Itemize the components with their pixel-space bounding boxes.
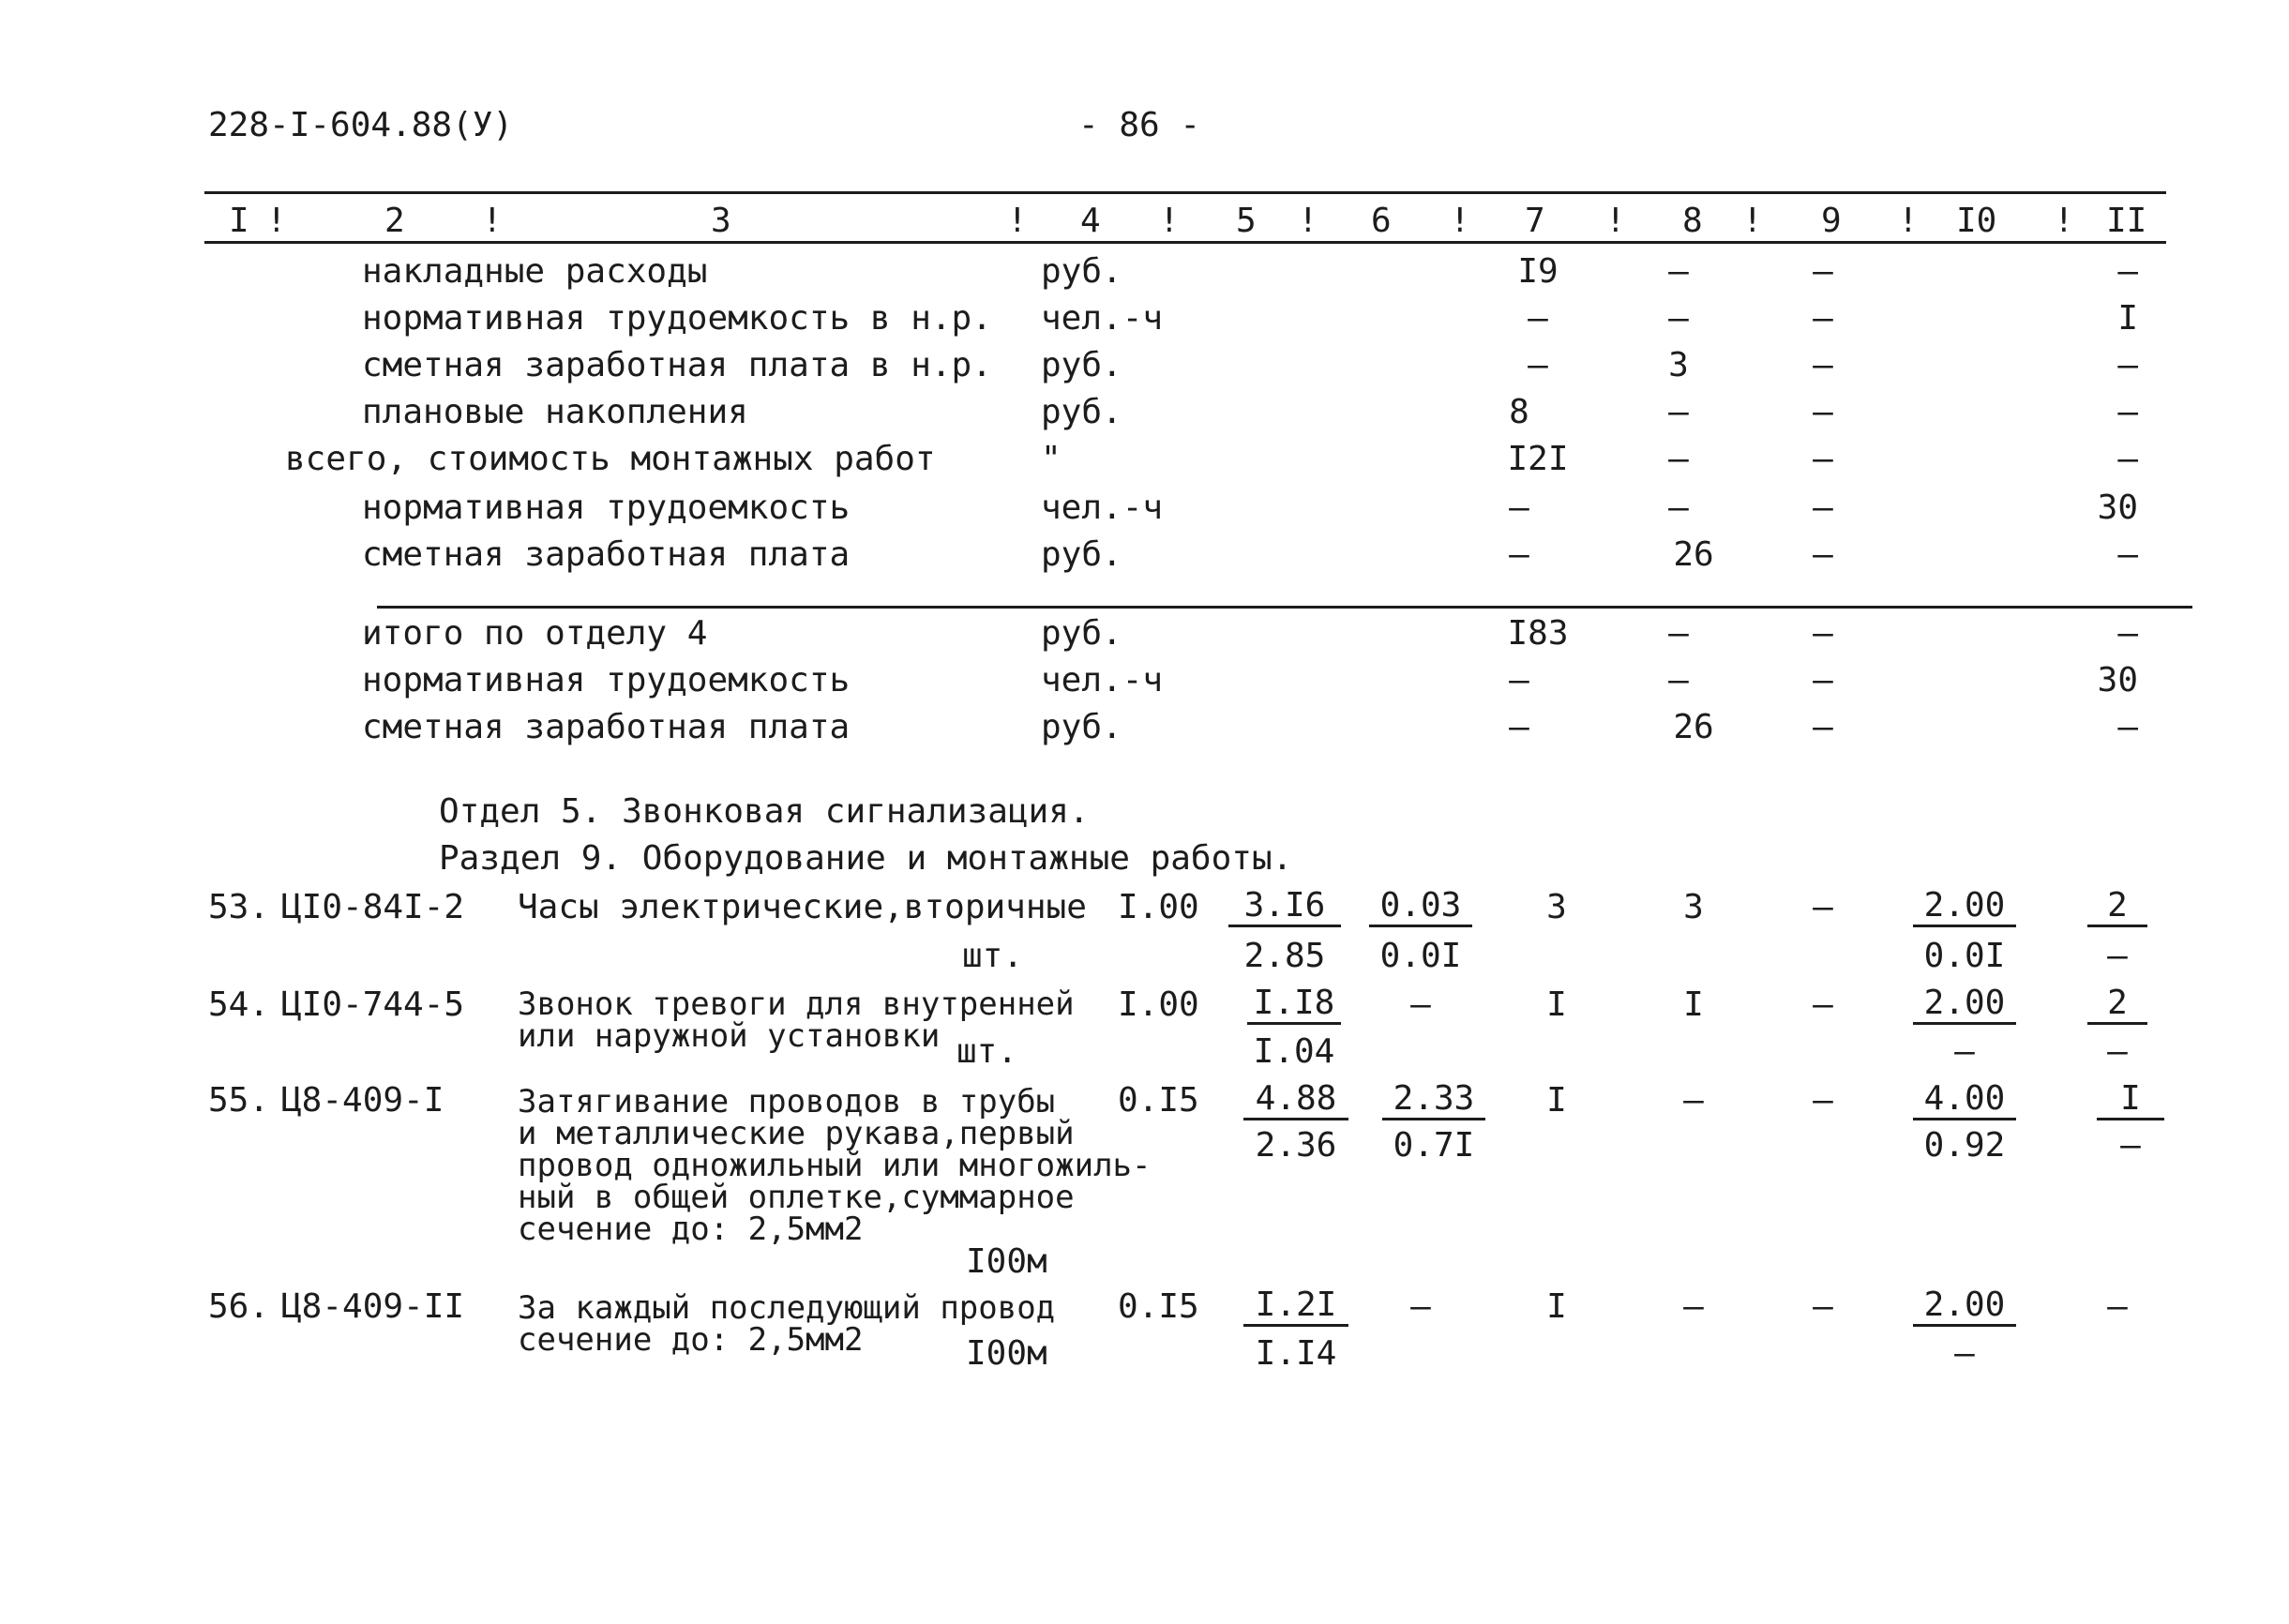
cell-col11-top: 2 [2087, 985, 2147, 1025]
col-sep: ! [266, 202, 287, 240]
cell-col8: – [1668, 489, 1689, 527]
col-header-11: II [2106, 202, 2147, 240]
cell-col7: 8 [1509, 393, 1529, 431]
cell-col7: – [1509, 535, 1529, 574]
row-label: сметная заработная плата в н.р. [362, 346, 992, 384]
section-razdel-title: Раздел 9. Оборудование и монтажные работы. [439, 839, 1293, 878]
header-bottom-rule [204, 241, 2166, 244]
cell-col7: I83 [1507, 614, 1569, 653]
cell-col7: I [1546, 1287, 1567, 1326]
cell-col10-top: 4.00 [1913, 1080, 2016, 1120]
item-description-line: ный в общей оплетке,суммарное [518, 1179, 1075, 1216]
header-top-rule [204, 191, 2166, 194]
cell-col5-bottom: 2.85 [1243, 937, 1326, 975]
cell-col9: – [1813, 1081, 1833, 1120]
cell-col8: – [1668, 440, 1689, 478]
cell-col11: I [2117, 299, 2138, 338]
col-header-8: 8 [1682, 202, 1703, 240]
col-header-10: I0 [1956, 202, 1997, 240]
cell-col11: 30 [2097, 661, 2138, 699]
item-unit: шт. [962, 937, 1024, 975]
cell-col9: – [1813, 1287, 1833, 1326]
cell-col7: I2I [1507, 440, 1569, 478]
cell-col11-bottom: – [2107, 937, 2128, 975]
item-quantity: I.00 [1118, 888, 1199, 926]
cell-col10-top: 2.00 [1913, 985, 2016, 1025]
item-code: ЦI0-744-5 [281, 985, 465, 1024]
item-description-line: или наружной установки [518, 1017, 941, 1055]
row-label: нормативная трудоемкость [362, 489, 851, 527]
cell-col7: I [1546, 985, 1567, 1024]
cell-col11: – [2117, 346, 2138, 384]
cell-col6-top: 0.03 [1369, 887, 1472, 927]
cell-col9: – [1813, 708, 1833, 746]
cell-col11-bottom: – [2107, 1032, 2128, 1071]
cell-col7: I [1546, 1081, 1567, 1120]
cell-col8: – [1668, 252, 1689, 291]
subtotal-rule [377, 606, 2192, 609]
row-label: плановые накопления [362, 393, 748, 431]
row-unit: руб. [1041, 614, 1122, 653]
cell-col6-top: 2.33 [1382, 1080, 1485, 1120]
cell-col11: – [2117, 393, 2138, 431]
col-header-7: 7 [1525, 202, 1545, 240]
row-unit: руб. [1041, 393, 1122, 431]
item-quantity: 0.I5 [1118, 1287, 1199, 1326]
item-number: 53. [208, 888, 270, 926]
cell-col7: – [1509, 708, 1529, 746]
cell-col7: I9 [1517, 252, 1559, 291]
col-header-4: 4 [1080, 202, 1101, 240]
row-label: сметная заработная плата [362, 708, 851, 746]
row-label: итого по отделу 4 [362, 614, 708, 653]
item-number: 56. [208, 1287, 270, 1326]
row-unit: руб. [1041, 252, 1122, 291]
cell-col11: – [2117, 614, 2138, 653]
item-description-line: сечение до: 2,5мм2 [518, 1210, 864, 1248]
cell-col9: – [1813, 489, 1833, 527]
item-unit: шт. [956, 1032, 1018, 1071]
row-unit: руб. [1041, 535, 1122, 574]
row-unit: руб. [1041, 708, 1122, 746]
col-header-3: 3 [711, 202, 731, 240]
cell-col9: – [1813, 985, 1833, 1024]
row-label: накладные расходы [362, 252, 708, 291]
row-label: всего, стоимость монтажных работ [285, 440, 936, 478]
cell-col10-top: 2.00 [1913, 1286, 2016, 1327]
page-number: - 86 - [1078, 106, 1201, 144]
cell-col7: – [1509, 489, 1529, 527]
col-header-5: 5 [1236, 202, 1257, 240]
cell-col9: – [1813, 440, 1833, 478]
cell-col10-bottom: – [1954, 1032, 1975, 1071]
row-unit: чел.-ч [1041, 661, 1164, 699]
cell-col8: – [1668, 393, 1689, 431]
cell-col7: – [1509, 661, 1529, 699]
item-description: Часы электрические,вторичные [518, 888, 1087, 926]
cell-col8: 3 [1683, 888, 1704, 926]
item-description-line: Звонок тревоги для внутренней [518, 985, 1075, 1023]
cell-col8: – [1668, 661, 1689, 699]
item-description-line: сечение до: 2,5мм2 [518, 1321, 864, 1359]
cell-col8: – [1683, 1287, 1704, 1326]
cell-col9: – [1813, 535, 1833, 574]
cell-col8: 26 [1673, 708, 1714, 746]
cell-col10-bottom: 0.92 [1923, 1126, 2006, 1165]
cell-col6-bottom: 0.7I [1393, 1126, 1475, 1165]
doc-code: 228-I-604.88(У) [208, 106, 514, 144]
col-sep: ! [482, 202, 503, 240]
cell-col6-bottom: 0.0I [1379, 937, 1462, 975]
cell-col5-top: 3.I6 [1228, 887, 1341, 927]
cell-col8: 26 [1673, 535, 1714, 574]
item-unit: I00м [966, 1242, 1047, 1281]
item-description-line: провод одножильный или многожиль- [518, 1147, 1152, 1184]
row-unit: " [1041, 440, 1062, 478]
item-description-line: За каждый последующий провод [518, 1289, 1056, 1327]
section-otdel-title: Отдел 5. Звонковая сигнализация. [439, 792, 1090, 831]
cell-col9: – [1813, 614, 1833, 653]
item-quantity: 0.I5 [1118, 1081, 1199, 1120]
cell-col11: 30 [2097, 489, 2138, 527]
item-code: Ц8-409-I [281, 1081, 444, 1120]
cell-col9: – [1813, 346, 1833, 384]
cell-col11: – [2117, 535, 2138, 574]
col-sep: ! [1450, 202, 1470, 240]
item-code: Ц8-409-II [281, 1287, 465, 1326]
cell-col9: – [1813, 252, 1833, 291]
cell-col8: – [1668, 299, 1689, 338]
col-sep: ! [1159, 202, 1180, 240]
item-code: ЦI0-84I-2 [281, 888, 465, 926]
col-header-2: 2 [384, 202, 405, 240]
cell-col5-top: 4.88 [1243, 1080, 1348, 1120]
cell-col5-top: I.2I [1243, 1286, 1348, 1327]
cell-col11-bottom: – [2120, 1126, 2141, 1165]
cell-col10-bottom: – [1954, 1334, 1975, 1373]
cell-col8: 3 [1668, 346, 1689, 384]
row-label: нормативная трудоемкость [362, 661, 851, 699]
cell-col7: 3 [1546, 888, 1567, 926]
row-unit: чел.-ч [1041, 299, 1164, 338]
cell-col6-top: – [1410, 1287, 1431, 1326]
col-sep: ! [2054, 202, 2074, 240]
cell-col9: – [1813, 661, 1833, 699]
cell-col8: I [1683, 985, 1704, 1024]
cell-col5-bottom: I.I4 [1255, 1334, 1337, 1373]
item-quantity: I.00 [1118, 985, 1199, 1024]
cell-col7: – [1528, 346, 1548, 384]
col-header-1: I [229, 202, 249, 240]
col-sep: ! [1605, 202, 1626, 240]
item-description-line: Затягивание проводов в трубы [518, 1083, 1056, 1120]
cell-col11: – [2117, 708, 2138, 746]
cell-col8: – [1683, 1081, 1704, 1120]
cell-col11-top: – [2107, 1287, 2128, 1326]
cell-col11: – [2117, 440, 2138, 478]
cell-col9: – [1813, 888, 1833, 926]
item-unit: I00м [966, 1334, 1047, 1373]
cell-col5-top: I.I8 [1247, 985, 1341, 1025]
item-description-line: и металлические рукава,первый [518, 1115, 1075, 1152]
cell-col11-top: I [2097, 1080, 2164, 1120]
cell-col11-top: 2 [2087, 887, 2147, 927]
cell-col9: – [1813, 299, 1833, 338]
cell-col6-top: – [1410, 985, 1431, 1024]
col-header-6: 6 [1371, 202, 1392, 240]
row-label: нормативная трудоемкость в н.р. [362, 299, 992, 338]
row-unit: руб. [1041, 346, 1122, 384]
col-sep: ! [1898, 202, 1919, 240]
cell-col5-bottom: 2.36 [1255, 1126, 1337, 1165]
col-header-9: 9 [1821, 202, 1842, 240]
col-sep: ! [1742, 202, 1763, 240]
cell-col10-bottom: 0.0I [1923, 937, 2006, 975]
col-sep: ! [1007, 202, 1028, 240]
cell-col8: – [1668, 614, 1689, 653]
cell-col5-bottom: I.04 [1253, 1032, 1335, 1071]
item-number: 54. [208, 985, 270, 1024]
cell-col9: – [1813, 393, 1833, 431]
row-unit: чел.-ч [1041, 489, 1164, 527]
cell-col7: – [1528, 299, 1548, 338]
item-number: 55. [208, 1081, 270, 1120]
row-label: сметная заработная плата [362, 535, 851, 574]
cell-col10-top: 2.00 [1913, 887, 2016, 927]
col-sep: ! [1298, 202, 1318, 240]
cell-col11: – [2117, 252, 2138, 291]
